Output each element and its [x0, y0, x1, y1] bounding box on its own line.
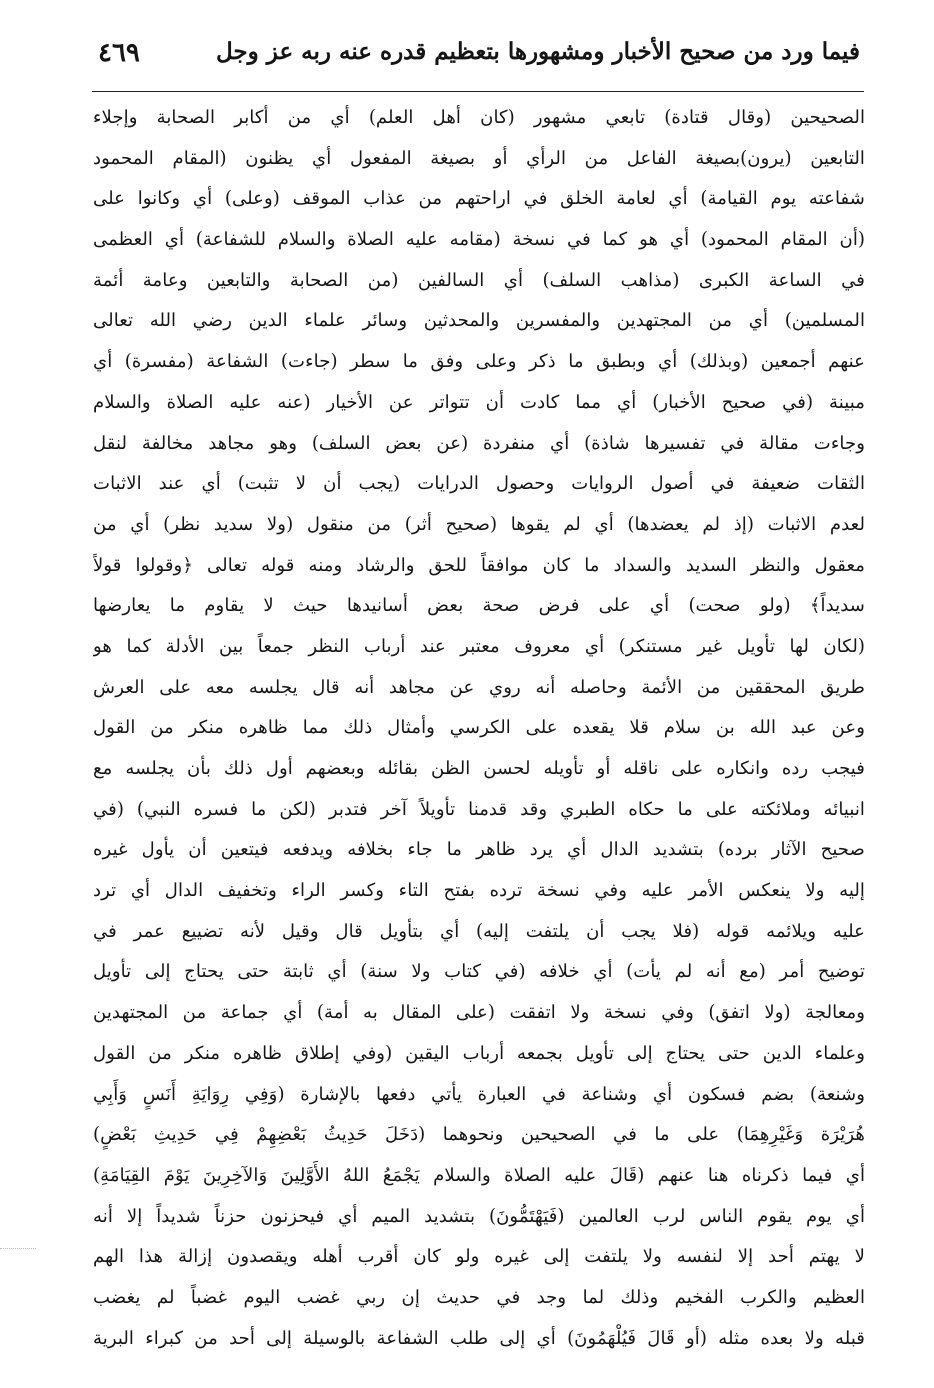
text-line: فيجب رده وانكاره على ناقله أو تأويله لحسن الظن بقائله وبعضهم أول ذلك بأن يجلسه مع	[93, 758, 865, 779]
text-line: معقول والنظر السديد والسداد ما كان موافقاً للحق والرشاد ومنه قوله تعالى ﴿وقولوا قولاً	[93, 554, 865, 576]
text-line: سديداً﴾ (ولو صحت) أي على فرض صحة بعض أسانيدها حيث لا يقاوم ما يعارضها	[93, 595, 865, 617]
running-title: فيما ورد من صحيح الأخبار ومشهورها بتعظيم قدره عنه ربه عز وجل	[216, 38, 860, 65]
text-line: وعن عبد الله بن سلام قلا يقعده على الكرسي وأمثال ذلك مما ظاهره منكر من القول	[93, 717, 865, 739]
text-line: وشنعة) بضم فسكون أي وشناعة في العبارة يأتي دفعها بالإشارة (وَفِي رِوَايَةِ أَنَسٍ وَأَبِي	[93, 1083, 865, 1105]
text-line: ومعالجة (ولا اتفق) وفي نسخة ولا اتفقت (على المقال به أمة) أي جماعة من المجتهدين	[93, 1002, 865, 1024]
scan-margin-mark	[0, 1248, 36, 1249]
text-line: صحيح الآثار برده) بتشديد الدال أي يرد ظاهر ما جاء بخلافه ويدفعه فيتعين أن يأول غيره	[93, 839, 865, 861]
text-line: توضيح أمر (مع أنه لم يأت) أي خلافه (في كتاب ولا سنة) أي ثابتة حتى يحتاج إلى تأويل	[93, 961, 865, 983]
text-line: أي يوم يقوم الناس لرب العالمين (فَيَهْتَمُّونَ) بتشديد الميم أي فيحزنون حزناً شديداً إلا أنه	[93, 1205, 865, 1227]
text-line: قبله ولا بعده مثله (أو قَالَ فَيُلْهَمُونَ) أي إلى طلب الشفاعة بالوسيلة إلى أحد من كبراء البرية	[93, 1327, 865, 1349]
page-header	[88, 28, 860, 86]
page-number: ٤٦٩	[98, 38, 140, 68]
text-line: الصحيحين (وقال قتادة) تابعي مشهور (كان أهل العلم) أي من أكابر الصحابة وإجلاء	[93, 107, 865, 128]
text-line: طريق المحققين من الأئمة وحاصله أنه روي عن مجاهد أنه قال يجلسه معه على العرش	[93, 676, 865, 698]
header-rule	[92, 91, 864, 92]
text-line: شفاعته يوم القيامة) أي لعامة الخلق في اراحتهم من عذاب الموقف (وعلى) أي وكانوا على	[93, 188, 865, 210]
text-line: العظيم والكرب الفخيم وذلك لما وجد في حديث إن ربي غضب اليوم غضباً لم يغضب	[93, 1286, 865, 1308]
text-line: المسلمين) أي من المجتهدين والمفسرين والمحدثين وسائر علماء الدين رضي الله تعالى	[93, 310, 865, 332]
text-line: لعدم الاثبات (إذ لم يعضدها) أي لم يقوها (صحيح أثر) من منقول (ولا سديد نظر) أي من	[93, 513, 865, 535]
text-line: في الساعة الكبرى (مذاهب السلف) أي السالفين (من الصحابة والتابعين وعامة أئمة	[93, 269, 865, 291]
text-line: عنهم أجمعين (وبذلك) أي وبطبق ما ذكر وعلى وفق ما سطر (جاءت) الشفاعة (مفسرة) أي	[93, 351, 865, 373]
text-line: انبيائه وملائكته على ما حكاه الطبري وقد قدمنا تأويلاً آخر فتدبر (لكن ما فسره النبي) (في	[93, 798, 865, 820]
body-text	[93, 98, 865, 1359]
text-line: (أن المقام المحمود) أي هو كما في نسخة (مقامه عليه الصلاة والسلام للشفاعة) أي العظمى	[93, 229, 865, 251]
text-line: أي فيما ذكرناه هنا عنهم (قَالَ عليه الصلاة والسلام يَجْمَعُ اللهُ الأَوَّلِينَ وَالآخِرِينَ يَوْمَ القِيَامَةِ)	[93, 1164, 865, 1186]
text-line: لا يهتم أحد إلا لنفسه ولا يلتفت إلى غيره ولو كان أقرب أهله ويقصدون إزالة هذا الهم	[93, 1246, 865, 1268]
text-line: (لكان لها تأويل غير مستنكر) أي معروف معتبر عند أرباب النظر جمعاً بين الأدلة كما هو	[93, 635, 865, 657]
text-line: عليه ويلائمه قوله (فلا يجب أن يلتفت إليه) أي بتأويل قال وقيل لأنه تضييع عمر في	[93, 920, 865, 942]
text-line: هُرَيْرَة وَغَيْرِهِمَا) على ما في الصحيحين ونحوهما (دَخَلَ حَدِيثُ بَعْضِهِمْ فِي حَدِيثِ بَعْضٍ)	[93, 1124, 865, 1146]
text-line: الثقات ضعيفة في أصول الروايات وحصول الدرايات (يجب أن لا تثبت) أي عند الاثبات	[93, 473, 865, 495]
text-line: وجاءت مقالة في تفسيرها شاذة) أي منفردة (عن بعض السلف) وهو مجاهد مخالفة لنقل	[93, 432, 865, 454]
text-line: إليه ولا ينعكس الأمر عليه وفي نسخة ترده بفتح التاء وكسر الراء وتخفيف الدال أي ترد	[93, 880, 865, 902]
text-line: وعلماء الدين حتى يحتاج إلى تأويل بجمعه أرباب اليقين (وفي إطلاق ظاهره منكر من القول	[93, 1042, 865, 1064]
text-line: التابعين (يرون)بصيغة الفاعل من الرأي أو بصيغة المفعول أي يظنون (المقام المحمود	[93, 147, 865, 169]
text-line: مبينة (في صحيح الأخبار) أي مما كادت أن تتواتر عن الأخيار (عنه عليه الصلاة والسلام	[93, 391, 865, 413]
